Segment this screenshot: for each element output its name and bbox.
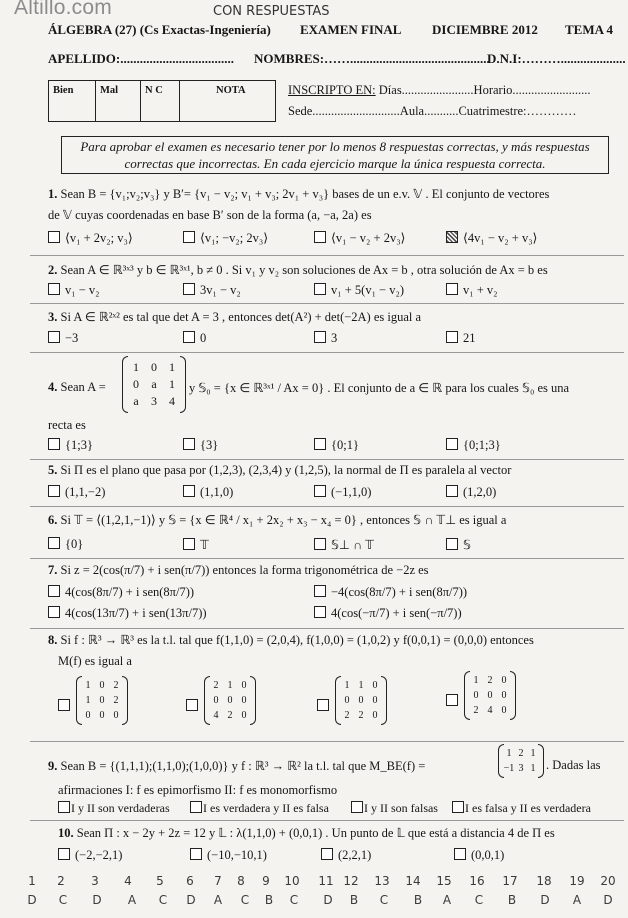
q4-matrix: 1 0 1 0 a 1 a 3 4 bbox=[123, 360, 185, 409]
q3-option-c[interactable]: 3 bbox=[314, 331, 337, 346]
q4-option-a[interactable]: {1;3} bbox=[48, 438, 93, 453]
q9-option-d[interactable]: I es falsa y II es verdadera bbox=[452, 801, 591, 816]
q9-option-c[interactable]: I y II son falsas bbox=[351, 801, 438, 816]
q4-option-d[interactable]: {0;1;3} bbox=[446, 438, 501, 453]
q5-option-a[interactable]: (1,1,−2) bbox=[48, 485, 105, 500]
question-9: 9. Sean B = {(1,1,1);(1,1,0);(1,0,0)} y f : ℝ³ → ℝ² la t.l. tal que M_BE(f) = bbox=[48, 759, 426, 773]
checkbox[interactable] bbox=[351, 801, 363, 813]
q4-option-b[interactable]: {3} bbox=[183, 438, 218, 453]
checkbox[interactable] bbox=[446, 331, 458, 343]
checkbox[interactable] bbox=[314, 538, 326, 550]
q5-option-b[interactable]: (1,1,0) bbox=[183, 485, 233, 500]
checkbox[interactable] bbox=[48, 231, 60, 243]
site-logo: Altillo.com bbox=[14, 0, 112, 19]
q6-option-c[interactable]: 𝕊⊥ ∩ 𝕋 bbox=[314, 537, 374, 553]
checkbox[interactable] bbox=[183, 231, 195, 243]
q5-option-c[interactable]: (−1,1,0) bbox=[314, 485, 371, 500]
divider bbox=[30, 255, 624, 256]
checkbox[interactable] bbox=[48, 438, 60, 450]
divider bbox=[30, 352, 624, 353]
q4-option-c[interactable]: {0;1} bbox=[314, 438, 359, 453]
q2-option-c[interactable]: v₁ + 5(v₁ − v₂) bbox=[314, 283, 404, 298]
question-7: 7. Si z = 2(cos(π/7) + i sen(π/7)) entonces la forma trigonométrica de −2z es bbox=[48, 563, 429, 577]
divider bbox=[30, 558, 624, 559]
instructions-box bbox=[61, 136, 609, 174]
q3-option-d[interactable]: 21 bbox=[446, 331, 476, 346]
question-4-line-2: recta es bbox=[48, 418, 86, 432]
q1-option-d[interactable]: ⟨4v₁ − v₂ + v₃⟩ bbox=[446, 230, 537, 246]
checkbox[interactable] bbox=[183, 538, 195, 550]
q7-option-c[interactable]: 4(cos(13π/7) + i sen(13π/7)) bbox=[48, 606, 207, 621]
inscripto-label: INSCRIPTO EN: bbox=[288, 83, 376, 97]
q8-option-d-matrix: 1 2 0 0 0 0 2 4 0 bbox=[465, 675, 515, 716]
checkbox[interactable] bbox=[183, 485, 195, 497]
q6-option-b[interactable]: 𝕋 bbox=[183, 537, 209, 553]
q2-option-b[interactable]: 3v₁ − v₂ bbox=[183, 283, 241, 298]
q9-option-a[interactable]: I y II son verdaderas bbox=[58, 801, 170, 816]
q10-option-b[interactable]: (−10,−10,1) bbox=[190, 848, 267, 863]
checkbox[interactable] bbox=[446, 538, 458, 550]
inscripto-line[interactable] bbox=[288, 83, 591, 98]
dni-field[interactable]: D.N.I:……….................... bbox=[487, 51, 626, 66]
divider bbox=[30, 628, 624, 629]
checkbox[interactable] bbox=[321, 848, 333, 860]
checkbox[interactable] bbox=[314, 606, 326, 618]
course-title: ÁLGEBRA (27) (Cs Exactas-Ingeniería) bbox=[48, 22, 271, 37]
question-1 bbox=[48, 186, 549, 202]
checkbox[interactable] bbox=[190, 848, 202, 860]
q8-option-b-checkbox[interactable] bbox=[186, 699, 198, 711]
checkbox-marked[interactable] bbox=[446, 231, 458, 243]
exam-tema: TEMA 4 bbox=[565, 22, 614, 37]
handwritten-note: CON RESPUESTAS bbox=[213, 4, 330, 19]
grade-col-nc: N C bbox=[141, 81, 180, 122]
question-2: 2. Sean A ∈ ℝ³ˣ³ y b ∈ ℝ³ˣ¹, b ≠ 0 . Si v₁ y v₂ son soluciones de Ax = b , otra solución de Ax = b es bbox=[48, 263, 548, 277]
divider bbox=[30, 506, 624, 507]
q9-option-b[interactable]: I es verdadera y II es falsa bbox=[190, 801, 329, 816]
checkbox[interactable] bbox=[314, 438, 326, 450]
exam-title: EXAMEN FINAL bbox=[300, 22, 402, 37]
grade-col-mal: Mal bbox=[96, 81, 141, 122]
q10-option-a[interactable]: (−2,−2,1) bbox=[58, 848, 122, 863]
sede-line[interactable]: Sede............................Aula...........Cuatrimestre:………… bbox=[288, 104, 577, 118]
q7-option-b[interactable]: −4(cos(8π/7) + i sen(8π/7)) bbox=[314, 585, 467, 600]
question-10: 10. Sean Π : x − 2y + 2z = 12 y 𝕃 : λ(1,1,0) + (0,0,1) . Un punto de 𝕃 que está a distancia 4 de Π es bbox=[58, 826, 555, 840]
q6-option-d[interactable]: 𝕊 bbox=[446, 537, 471, 553]
checkbox[interactable] bbox=[190, 801, 202, 813]
q2-option-a[interactable]: v₁ − v₂ bbox=[48, 283, 100, 298]
instructions-line-2: correctas que incorrectas. En cada ejercicio marque la única respuesta correcta. bbox=[124, 156, 546, 171]
q2-option-d[interactable]: v₁ + v₂ bbox=[446, 283, 498, 298]
checkbox[interactable] bbox=[183, 331, 195, 343]
q5-option-d[interactable]: (1,2,0) bbox=[446, 485, 496, 500]
grade-col-nota: NOTA bbox=[180, 81, 276, 122]
checkbox[interactable] bbox=[314, 485, 326, 497]
q1-option-b[interactable]: ⟨v₁; −v₂; 2v₃⟩ bbox=[183, 230, 268, 246]
exam-date: DICIEMBRE 2012 bbox=[432, 22, 538, 37]
inscripto-dias-horario: Días.......................Horario......................... bbox=[375, 83, 591, 97]
question-number: 1. bbox=[48, 187, 58, 201]
divider bbox=[30, 303, 624, 304]
answer-key-letters: D C D A C D A C B C D B C B A C B D A D bbox=[27, 893, 613, 907]
question-6: 6. Si 𝕋 = ⟨(1,2,1,−1)⟩ y 𝕊 = {x ∈ ℝ⁴ / x₁ + 2x₂ + x₃ − x₄ = 0} , entonces 𝕊 ∩ 𝕋⊥ es igual a bbox=[48, 513, 507, 527]
q8-option-a-checkbox[interactable] bbox=[58, 699, 70, 711]
divider bbox=[30, 459, 624, 460]
question-9-line-2: afirmaciones I: f es epimorfismo II: f es monomorfismo bbox=[58, 783, 338, 797]
question-4-rest: y 𝕊₀ = {x ∈ ℝ³ˣ¹ / Ax = 0} . El conjunto de a ∈ ℝ para los cuales 𝕊₀ es una bbox=[189, 381, 570, 395]
instructions-line-1: Para aprobar el examen es necesario tener por lo menos 8 respuestas correctas, y más respuestas bbox=[80, 139, 590, 154]
checkbox[interactable] bbox=[183, 438, 195, 450]
checkbox[interactable] bbox=[48, 283, 60, 295]
q3-option-a[interactable]: −3 bbox=[48, 331, 78, 346]
checkbox[interactable] bbox=[314, 283, 326, 295]
q8-option-d-checkbox[interactable] bbox=[446, 694, 458, 706]
q7-option-d[interactable]: 4(cos(−π/7) + i sen(−π/7)) bbox=[314, 606, 462, 621]
question-9-rest: . Dadas las bbox=[546, 758, 601, 772]
checkbox[interactable] bbox=[446, 283, 458, 295]
q8-option-a-matrix: 1 0 2 1 0 2 0 0 0 bbox=[77, 680, 127, 721]
checkbox[interactable] bbox=[314, 231, 326, 243]
checkbox[interactable] bbox=[446, 438, 458, 450]
q1-option-a[interactable]: ⟨v₁ + 2v₂; v₃⟩ bbox=[48, 230, 133, 246]
checkbox[interactable] bbox=[314, 585, 326, 597]
grade-table bbox=[48, 80, 276, 122]
q3-option-b[interactable]: 0 bbox=[183, 331, 206, 346]
divider bbox=[30, 820, 624, 821]
checkbox[interactable] bbox=[58, 801, 70, 813]
checkbox[interactable] bbox=[452, 801, 464, 813]
q10-option-c[interactable]: (2,2,1) bbox=[321, 848, 371, 863]
checkbox[interactable] bbox=[446, 485, 458, 497]
checkbox[interactable] bbox=[48, 585, 60, 597]
q7-option-a[interactable]: 4(cos(8π/7) + i sen(8π/7)) bbox=[48, 585, 194, 600]
answer-key-numbers: 1 2 3 4 5 6 7 8 9 10 11 12 13 14 15 16 17 18 19 20 bbox=[28, 874, 616, 888]
checkbox[interactable] bbox=[48, 331, 60, 343]
q8-option-c-checkbox[interactable] bbox=[317, 699, 329, 711]
apellido-field[interactable]: APELLIDO:................................... bbox=[48, 51, 234, 66]
q1-option-c[interactable]: ⟨v₁ − v₂ + 2v₃⟩ bbox=[314, 230, 405, 246]
checkbox[interactable] bbox=[58, 848, 70, 860]
q10-option-d[interactable]: (0,0,1) bbox=[454, 848, 504, 863]
nombres-field[interactable]: NOMBRES:……........................................... bbox=[254, 51, 490, 66]
question-text: Sean B = {v₁;v₂;v₃} y B′= {v₁ − v₂; v₁ + v₃; 2v₁ + v₃} bases de un e.v. 𝕍 . El conjunto de vectores bbox=[60, 187, 550, 201]
q8-option-c-matrix: 1 1 0 0 0 0 2 2 0 bbox=[336, 680, 386, 721]
question-8: 8. Si f : ℝ³ → ℝ³ es la t.l. tal que f(1,1,0) = (2,0,4), f(1,0,0) = (1,0,2) y f(0,0,1) = (0,0,0) entonces bbox=[48, 633, 534, 647]
question-5: 5. Si Π es el plano que pasa por (1,2,3), (2,3,4) y (1,2,5), la normal de Π es paralela al vector bbox=[48, 463, 512, 477]
grade-col-bien: Bien bbox=[49, 81, 96, 122]
q8-option-b-matrix: 2 1 0 0 0 0 4 2 0 bbox=[205, 680, 255, 721]
question-4: 4. Sean A = bbox=[48, 380, 106, 394]
divider bbox=[30, 741, 624, 742]
q9-matrix: 1 2 1 −1 3 1 bbox=[499, 748, 543, 774]
question-1-line-2: de 𝕍 cuyas coordenadas en base B′ son de la forma (a, −a, 2a) es bbox=[48, 208, 372, 222]
checkbox[interactable] bbox=[48, 537, 60, 549]
checkbox[interactable] bbox=[48, 485, 60, 497]
q6-option-a[interactable]: {0} bbox=[48, 537, 83, 552]
checkbox[interactable] bbox=[314, 331, 326, 343]
checkbox[interactable] bbox=[454, 848, 466, 860]
checkbox[interactable] bbox=[183, 283, 195, 295]
question-8-line-2: M(f) es igual a bbox=[58, 654, 132, 668]
question-3: 3. Si A ∈ ℝ²ˣ² es tal que det A = 3 , entonces det(A²) + det(−2A) es igual a bbox=[48, 310, 422, 324]
checkbox[interactable] bbox=[48, 606, 60, 618]
